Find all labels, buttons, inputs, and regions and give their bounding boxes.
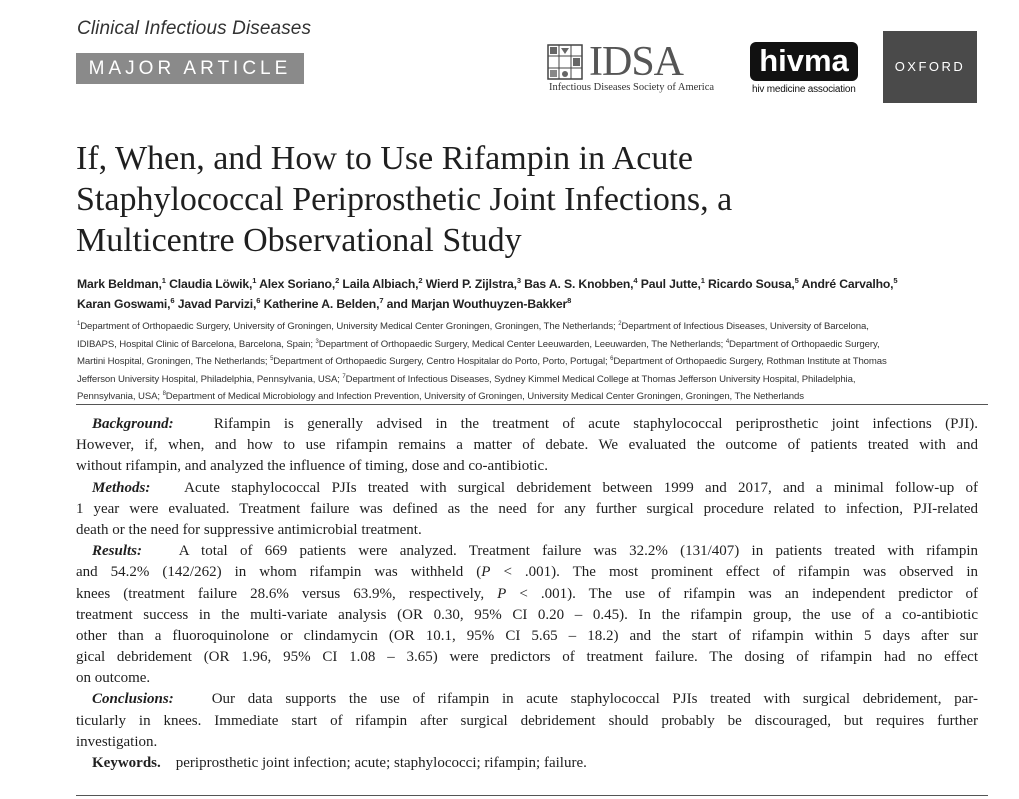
oxford-logo: OXFORD: [883, 31, 977, 103]
author-line: [77, 274, 987, 294]
author: André Carvalho,$^5$: [801, 275, 898, 291]
affiliation-line: IDIBAPS, Hospital Clinic of Barcelona, Barcelona, Spain; $^3$Department of Orthopaedic Surgery, Medical Center Leeuwarden, Leeuwarden, The Netherlands; $^4$Department of Orthopaedic Surgery,: [77, 338, 880, 350]
author: Bas A. S. Knobben,$^4$: [524, 275, 638, 291]
idsa-subtitle: Infectious Diseases Society of America: [549, 82, 715, 93]
abstract-background-line: Background: Rifampin is generally advised in the treatment of acute staphylococcal periprosthetic joint infections (PJI).: [92, 416, 978, 432]
title-line: Staphylococcal Periprosthetic Joint Infections, a: [76, 181, 733, 218]
author: Ricardo Sousa,$^5$: [708, 275, 799, 291]
author: Alex Soriano,$^2$: [259, 275, 340, 291]
abstract-background-line: without rifampin, and analyzed the influence of timing, dose and co-antibiotic.: [76, 458, 548, 475]
abstract-results-line: gical debridement (OR 1.96, 95% CI 1.08 – 3.65) were predictors of treatment failure. The dosing of rifampin had no effect: [76, 649, 978, 666]
author: Karan Goswami,$^6$: [77, 295, 175, 311]
abstract-methods-line: death or the need for suppressive antimicrobial treatment.: [76, 521, 422, 538]
affiliation-line: Pennsylvania, USA; $^8$Department of Medical Microbiology and Infection Prevention, University of Groningen, University Medical Center Groningen, Groningen, The Netherlands: [77, 391, 804, 403]
abstract-results-line: on outcome.: [76, 670, 151, 687]
author-line: [77, 294, 987, 314]
abstract-conclusions-line: investigation.: [76, 733, 158, 750]
author: Paul Jutte,$^1$: [640, 275, 705, 291]
author: Laila Albiach,$^2$: [342, 275, 423, 291]
article-title: [76, 138, 976, 261]
idsa-crest-icon: [547, 44, 583, 80]
abstract-results-line: treatment success in the multi-variate analysis (OR 0.30, 95% CI 0.20 – 0.45). In the rifampin group, the use of a co-antibiotic: [76, 606, 978, 623]
author: Mark Beldman,$^1$: [77, 275, 166, 291]
abstract-results-line: Results: A total of 669 patients were analyzed. Treatment failure was 32.2% (131/407) in patients treated with rifampin: [92, 543, 978, 560]
affiliation-line: Martini Hospital, Groningen, The Netherlands; $^5$Department of Orthopaedic Surgery, Centro Hospitalar do Porto, Porto, Portugal; $^6$Department of Orthopaedic Surgery, Rothman Institute at Thomas: [77, 356, 887, 368]
abstract-results-line: and 54.2% (142/262) in whom rifampin was withheld (P < .001). The most prominent effect of rifampin was observed in: [76, 564, 978, 581]
affiliation-line: $^1$Department of Orthopaedic Surgery, University of Groningen, University Medical Center Groningen, Groningen, The Netherlands; $^2$Department of Infectious Diseases, University of Barcelona,: [77, 320, 869, 332]
author: Wierd P. Zijlstra,$^3$: [425, 275, 521, 291]
author: Javad Parvizi,$^6$: [177, 295, 261, 311]
author: Claudia Löwik,$^1$: [169, 275, 257, 291]
hivma-wordmark: hivma: [750, 42, 858, 81]
hivma-logo: [750, 42, 860, 96]
affiliations: [77, 318, 997, 406]
title-line: If, When, and How to Use Rifampin in Acute: [76, 140, 693, 177]
author-list: [77, 274, 987, 314]
abstract-methods-line: 1 year were evaluated. Treatment failure was defined as the need for any further surgical procedure related to infection, PJI-related: [76, 500, 978, 517]
article-type-badge: MAJOR ARTICLE: [76, 53, 304, 84]
author: Katherine A. Belden,$^7$: [263, 295, 384, 311]
abstract-keywords-line: Keywords. periprosthetic joint infection; acute; staphylococci; rifampin; failure.: [92, 755, 587, 772]
abstract-conclusions-line: ticularly in knees. Immediate start of rifampin after surgical debridement should probably be discouraged, but requires further: [76, 712, 978, 729]
abstract-results-line: knees (treatment failure 28.6% versus 63.9%, respectively, P < .001). The use of rifampin was an independent predictor of: [76, 585, 978, 602]
title-line: Multicentre Observational Study: [76, 222, 522, 259]
abstract: [76, 414, 978, 774]
abstract-methods-line: Methods: Acute staphylococcal PJIs treated with surgical debridement between 1999 and 2017, and a minimal follow-up of: [92, 479, 978, 496]
affiliation-line: Jefferson University Hospital, Philadelphia, Pennsylvania, USA; $^7$Department of Infectious Diseases, Sydney Kimmel Medical College at Thomas Jefferson University Hospital, Philadelphia,: [77, 373, 856, 385]
divider-top: [76, 404, 988, 405]
abstract-conclusions-line: Conclusions: Our data supports the use of rifampin in acute staphylococcal PJIs treated with surgical debridement, par-: [92, 691, 978, 708]
abstract-background-line: However, if, when, and how to use rifampin remains a matter of debate. We evaluated the outcome of patients treated with and: [76, 437, 978, 454]
idsa-logo: [547, 39, 737, 96]
divider-bottom: [76, 795, 988, 796]
idsa-wordmark: IDSA: [589, 39, 684, 85]
abstract-results-line: other than a fluoroquinolone or clindamycin (OR 10.1, 95% CI 5.65 – 18.2) and the start of rifampin within 5 days after sur: [76, 627, 978, 644]
hivma-subtitle: hiv medicine association: [752, 84, 856, 95]
journal-name: Clinical Infectious Diseases: [77, 18, 312, 39]
author: and Marjan Wouthuyzen-Bakker$^8$: [386, 295, 572, 311]
